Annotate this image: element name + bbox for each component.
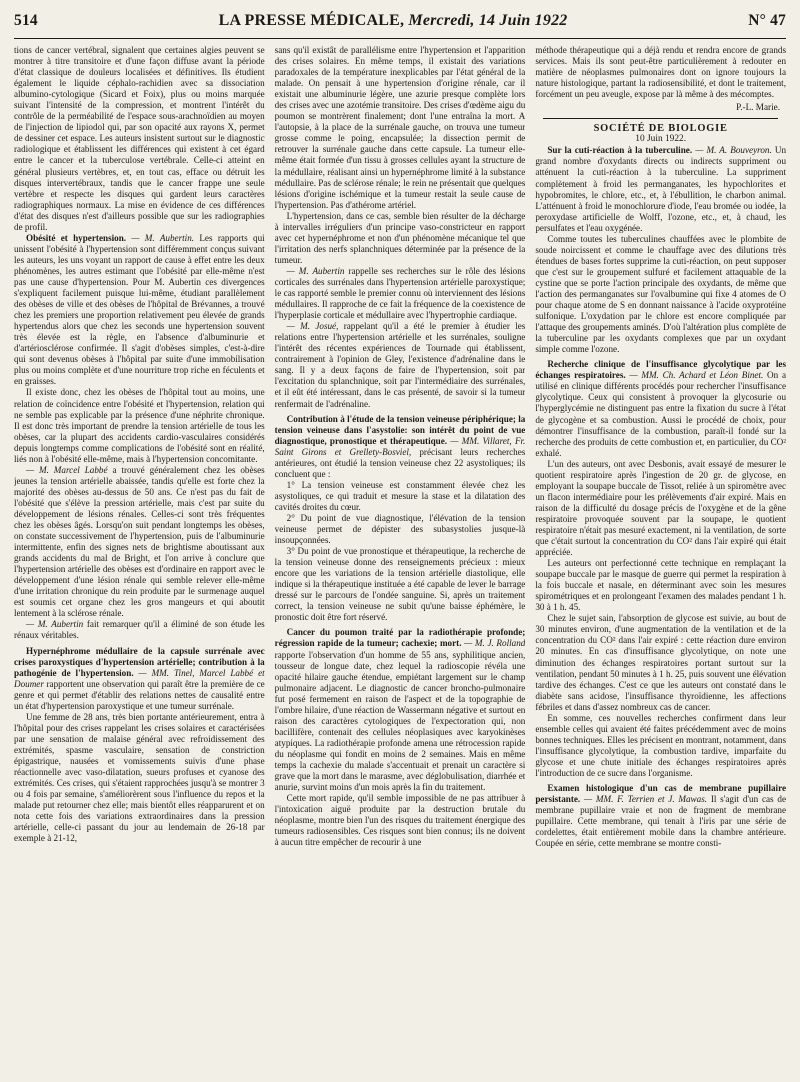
article-cancer-poumon [275, 627, 526, 793]
article-heading: Obésité et hypertension. [26, 232, 127, 243]
society-title: SOCIÉTÉ DE BIOLOGIE [593, 123, 728, 135]
article-heading: Contribution à l'étude de la tension veineuse périphérique; la tension veineuse dans l'asystolie: son intérêt du point de vue diagnostique, pronostique et thérapeutique. [274, 413, 526, 446]
article-tension-veineuse [275, 414, 526, 480]
article-text: rapportent une observation qui paraît être la première de ce genre et qui permet d'établir des relations nettes de causalité entre un état d'hypertension paroxystique et une tumeur surrénale. [14, 678, 265, 711]
paragraph: Chez le sujet sain, l'absorption de glycose est suivie, au bout de 30 minutes environ, d'une augmentation de la ventilation et de la concentration du CO² dans l'air expiré : cette réaction dure environ 20 minutes. En cas d'insuffisance glycolytique, on note une diminution des échanges respiratoires portant surtout sur la ventilation, pendant 50 minutes à 1 h. 25, puis souvent une élévation tardive des échanges. C'est ce que les auteurs ont constaté dans le diabète sans acidose, l'insuffisance thyroïdienne, les affections fébriles et dans d'assez nombreux cas de cancer. [535, 613, 786, 712]
signature: P.-L. Marie. [736, 102, 781, 113]
page-header [14, 12, 786, 39]
article-text: fait remarquer qu'il a éliminé de son étude les rénaux véritables. [14, 619, 265, 641]
column-2 [275, 45, 526, 1073]
article-author: — M. A. Bouveyron. [695, 145, 772, 156]
column-1 [14, 45, 265, 1073]
issue-date: Mercredi, 14 Juin 1922 [408, 12, 568, 29]
paragraph [275, 266, 526, 321]
article-text: a trouvé généralement chez les obèses jeunes la tension artérielle abaissée, tandis qu'elle est forte chez la majorité des obèses au-dessus de 50 ans. Ce n'est pas du fait de l'obésité que s'élève la pression artérielle, mais c'est par suite du développement de lésions rénales. Celles-ci sont très fréquentes chez les obèses âgés. Lorsqu'on suit pendant longtemps les obèses, on constate successivement de l'hypertension, puis de l'albuminurie intermittente, enfin des signes nets de brightisme aboutissant aux grands accidents du mal de Bright, et l'on arrive à conclure que l'hypertension artérielle des obèses est d'ordinaire en rapport avec le développement d'une lésion rénale qui semble relever elle-même d'une irritation chronique du rein produite par le surmenage auquel est soumis cet organe chez les gros mangeurs et qui aboutit lentement à la sclérose rénale. [14, 464, 265, 619]
article-author: — MM. Ch. Achard et Léon Binet. [629, 370, 764, 381]
article-cuti-reaction [535, 145, 786, 233]
paragraph: Les auteurs ont perfectionné cette technique en remplaçant la soupape buccale par le masque de guerre qui permet la respiration à la fois buccale et nasale, en déterminant avec soin les mesures spirométriques et en prolongeant l'examen des malades pendant 1 h. 30 à 1 h. 45. [535, 558, 786, 613]
article-author: — MM. Villaret, Fr. Saint Girons et Grellety-Bosviel, [274, 435, 526, 457]
article-author: — MM. Tinel, Marcel Labbé et Doumer [14, 667, 265, 689]
paragraph [14, 619, 265, 641]
paragraph: Il existe donc, chez les obèses de l'hôpital tout au moins, une relation de coïncidence entre l'obésité et l'hypertension, relation qui ne semble pas explicable par la présence d'une néphrite chronique. Il est donc très important de prendre la tension artérielle de tous les obèses, car la plupart des accidents cardio-vasculaires considérés depuis longtemps comme complications de l'obésité sont en réalité, liés non à l'obésité elle-même, mais à l'hypertension concomitante. [14, 387, 265, 464]
paragraph: Comme toutes les tuberculines chauffées avec le plombite de soude noircissent et comme le chauffage avec des dilutions très étendues de bases fortes supprime la cuti-réaction, on peut supposer que c'est sur le groupement sulfuré et facilement attaquable de la cystine que se porte l'action principale des oxydants, de même que l'action des permanganates sur l'ovalbumine qui fixe 4 atomes de O pour chaque atome de S en donnant naissance à l'acide oxyprotéine sulfonique. L'oxydation par le chlore est encore compliquée par l'attaque des groupements aminés. D'où l'altération plus complète de la tuberculine par les oxydants complexes que par un oxydant simple comme l'ozone. [535, 233, 786, 355]
article-author: — M. Aubertin [26, 619, 84, 630]
article-heading: Recherche clinique de l'insuffisance glycolytique par les échanges respiratoires. [535, 359, 786, 381]
article-author: — M. Aubertin [286, 265, 345, 276]
article-text: Il s'agit d'un cas de membrane pupillaire vraie et non de fragment de membrane pupillaire. Cette membrane, qui tenait à l'iris par une série de cordelettes, était entièrement mobile dans la chambre antérieure. Coupée en série, cette membrane se montre consti- [535, 794, 786, 849]
paragraph: En somme, ces nouvelles recherches confirment dans leur ensemble celles qui avaient été faites précédemment avec de moins bonnes techniques. Elles les précisent en montrant, notamment, dans l'insuffisance glycolytique, la combustion tardive, imparfaite du glycose et une chute initiale des échanges respiratoires après l'introduction de ce sucre dans l'organisme. [535, 712, 786, 778]
article-glycolytique [535, 359, 786, 458]
article-heading: Examen histologique d'un cas de membrane pupillaire persistante. [535, 783, 786, 805]
society-date: 10 Juin 1922. [635, 134, 687, 145]
paragraph: L'un des auteurs, ont avec Desbonis, avait essayé de mesurer le quotient respiratoire après l'ingestion de 20 gr. de glycose, en employant la soupape buccale de Tissot, reliée à un spiromètre avec un flacon intermédiaire pour les prélèvements d'air expiré. Mais en raison de la difficulté du dosage précis de l'oxygène et de la gêne respiratoire provoquée souvent par la soupape, le quotient respiratoire n'était pas mesuré exactement, ni la ventilation, de sorte que c'était surtout la concentration du CO² dans l'air expiré qui était appréciée. [535, 458, 786, 558]
paragraph: méthode thérapeutique qui a déjà rendu et rendra encore de grands services. Mais ils sont peut-être particulièrement à redouter en matière de néoplasmes pulmonaires dont on ignore toujours la nature histologique, partant la radiosensibilité, et dont le traitement, forcément un peu aveugle, expose par là même à des mécomptes. [535, 45, 786, 100]
list-item: 2° Du point de vue diagnostique, l'élévation de la tension veineuse permet de dépister des subasystolies jusque-là insoupçonnées. [274, 512, 526, 546]
issue-number: N° 47 [748, 12, 786, 29]
divider [543, 118, 778, 119]
paragraph: Cette mort rapide, qu'il semble impossible de ne pas attribuer à l'intoxication aiguë produite par la destruction brutale du néoplasme, montre bien l'un des risques du traitement énergique des tumeurs radiosensibles. Ces risques sont bien connus; ils ne doivent à aucun titre empêcher de recourir à une [274, 793, 526, 848]
journal-name: LA PRESSE MÉDICALE, [218, 12, 405, 29]
page-number: 514 [14, 12, 38, 29]
article-text: On a utilisé en clinique différents procédés pour rechercher l'insuffisance glycolytique. Ceux qui consistent à provoquer la glycosurie ou l'hyperglycémie ne distinguent pas entre la fixation du sucre à l'état de glycogène et sa combustion. Aussi le procédé de choix, pour démontrer l'insuffisance de la combustion, paraît-il fondé sur la recherche des produits de cette combustion et, en particulier, du CO² exhalé. [535, 370, 786, 458]
article-author: — M. Aubertin. [131, 232, 195, 243]
paragraph: sans qu'il existât de parallélisme entre l'hypertension et l'apparition des crises solaires. En même temps, il existait des variations paradoxales de la température inexplicables par l'état général de la malade. On pensait à une hypertension d'origine rénale, car il existait une albuminurie légère, une azurie presque complète lors des crises avec une azotémie transitoire. Des crises d'œdème aigu du poumon se montrèrent finalement; dont l'une entraîna la mort. A l'autopsie, à la place de la surrénale gauche, on trouva une tumeur grosse comme le poing, encapsulée; la dissection permit de retrouver la surrénale gauche dans cette capsule. La tumeur elle-même était formée d'un tissu à grosses cellules ayant la structure de la médullaire, réalisant ainsi un hypernéphrome limité à la substance médullaire. Pas de sclérose rénale; le rein ne présentait que quelques lésions d'origine ischémique et la tumeur restait la seule cause de l'hypertension. Pas d'athérome artériel. [274, 45, 526, 210]
paragraph: tions de cancer vertébral, signalent que certaines algies peuvent se montrer à titre transitoire et d'une façon diffuse avant la période d'état classique de douleurs localisées et définitives. Ils étudient également le liquide céphalo-rachidien avec sa dissociation albumino-cytologique (Sicard et Foix), plus ou moins marquée suivant l'intensité de la compression, et montrent l'intérêt du contrôle de la perméabilité de l'espace sous-arachnoïdien au moyen de l'injection de lipiodol qui, par son opacité aux rayons X, permet de dessiner cet espace. Les auteurs insistent surtout sur le diagnostic radiologique et établissent les différences qui existent à cet égard entre le cancer et la tuberculose vertébrale. Celle-ci atteint en général plusieurs vertèbres, et, en tout cas, efface ou détruit les disques intervertébraux, tandis que le cancer frappe une seule vertèbre et respecte les disques qui gardent leurs caractères radiographiques normaux. La mise en évidence de ces différences d'état des disques n'est d'ailleurs possible que sur les radiographies de profil. [14, 45, 265, 232]
article-text: Un grand nombre d'oxydants directs ou indirects suppriment ou atténuent la cuti-réaction à la tuberculine. La suppriment complètement à froid les permanganates, les hypochlorites et hypobromites, le chlore, etc., et, à l'ébullition, le charbon animal. L'atténuent à froid le monochlorure d'iode, l'eau bromée ou iodée, la peroxydase artificielle de Wolff, l'ozone, etc., et, à chaud, les persulfates et l'eau oxygénée. [535, 145, 786, 233]
column-3 [535, 45, 786, 1073]
article-author: — M. Marcel Labbé [26, 464, 108, 475]
article-heading: Sur la cuti-réaction à la tuberculine. [547, 145, 693, 156]
paragraph [14, 465, 265, 620]
article-author: — M. J. Rolland [464, 638, 526, 649]
article-heading: Cancer du poumon traité par la radiothérapie profonde; régression rapide de la tumeur; cachexie; mort. [274, 627, 526, 649]
paragraph [275, 321, 526, 409]
article-columns [14, 45, 786, 1073]
paragraph: Une femme de 28 ans, très bien portante antérieurement, entra à l'hôpital pour des crises rappelant les crises solaires et caractérisées par une sensation de malaise général avec refroidissement des extrémités, spasme vasculaire, sensation de constriction épigastrique, nausées et vomissements suivis d'une phase réactionnelle avec vaso-dilatation, sueurs profuses et cyanose des extrémités. Ces crises, qui s'étaient rapprochées jusqu'à se montrer 3 ou 4 fois par semaine, s'améliorèrent sous l'influence du repos et la malade put retourner chez elle; mais bientôt elles réapparurent et on nota cette fois des variations extraordinaires dans la pression artérielle, celle-ci passant du jour au lendemain de 26-18 par exemple à 21-12, [14, 711, 265, 844]
article-text: rappelant qu'il a été le premier à étudier les relations entre l'hypertension artérielle et les surrénales, souligne l'intérêt des récentes expériences de Tournade qui établissent, contrairement à l'opinion de Gley, l'existence d'adrénaline dans le sang. Il y a deux façons de faire de l'hypertension, soit par l'excitation du splanchnique, soit par l'intermédiaire des surrénales, et il eût été intéressant, dans le cas présenté, de savoir si la tumeur renfermait de l'adrénaline. [274, 321, 526, 409]
article-hypernephrome [14, 646, 265, 712]
article-text: précisant leurs recherches antérieures, ont étudié la tension veineuse chez 22 asystoliques; ils concluent que : [274, 446, 526, 479]
article-membrane-pupillaire [535, 783, 786, 849]
paragraph: L'hypertension, dans ce cas, semble bien résulter de la décharge à intervalles irréguliers d'un principe vaso-constricteur en rapport avec cet hypernéphrome et non d'un phénomène mécanique tel que l'irritation des nerfs splanchniques déterminée par la présence de la tumeur. [274, 210, 526, 265]
article-text: Les rapports qui unissent l'obésité à l'hypertension sont différemment conçus suivant les auteurs, les uns voyant un rapport de cause à effet entre les deux phénomènes, les autres estimant que l'obésité par elle-même n'est pas une cause d'hypertension. Pour M. Aubertin ces divergences s'expliquent facilement puisque lui-même, étudiant parallèlement des obèses de ville et des obèses de l'hôpital de Brévannes, a trouvé chez les premiers une proportion relativement peu élevée de grands hypertendus alors que chez les seconds une hypertension souvent très élevée est la règle, en l'absence d'albuminurie et d'artériosclérose confirmée. Il s'agit d'obèses simples, c'est-à-dire qui sont devenus obèses à l'hôpital par suite d'une immobilisation plus ou moins complète et d'une nourriture trop riche en féculents et en graisses. [14, 232, 265, 387]
journal-title [219, 12, 568, 30]
article-obesite [14, 233, 265, 388]
article-heading: Hypernéphrome médullaire de la capsule surrénale avec crises paroxystiques d'hypertension artérielle; contribution à la pathogénie de l'hypertension. [14, 645, 265, 678]
article-text: rappelle ses recherches sur le rôle des lésions corticales des surrénales dans l'hypertension artérielle paroxystique; le cas rapporté semble le premier connu où interviennent des lésions médullaires. Il rapproche de ce fait la fréquence de la coexistence de l'hyperplasie corticale et médullaire avec l'hypertrophie cardiaque. [274, 265, 526, 321]
article-text: rapporte l'observation d'un homme de 55 ans, syphilitique ancien, tousseur de longue date, chez lequel la radioscopie révéla une opacité hilaire gauche étendue, empiétant largement sur le champ pulmonaire adjacent. Le diagnostic de cancer broncho-pulmonaire fut posé fermement en raison de l'aspect et de la topographie de l'ombre hilaire, d'une réaction de Wassermann négative et surtout en raison des caractères cytologiques de l'expectoration qui, non bacillifère, contenait des cellules néoplasiques avec karyokinèses atypiques. La radiothérapie profonde amena une rétrocession rapide du néoplasme qui fondit en moins de 2 semaines. Mais en même temps la cachexie du malade s'accentuait et prenait un caractère si grave que la mort dans le marasme, avec déglobulisation, diarrhée et anurie, survint moins d'un mois après la fin du traitement. [274, 649, 526, 793]
article-author: — M. Josué, [286, 321, 339, 332]
list-item: 3° Du point de vue pronostique et thérapeutique, la recherche de la tension veineuse donne des renseignements précieux : mieux encore que les variations de la tension artérielle diastolique, elle indique si la thérapeutique instituée a été capable de lever le barrage dressé sur le parcours de l'ondée sanguine. Si, après un traitement correct, la tension veineuse ne subit qu'une baisse éphémère, le pronostic doit être fort réservé. [274, 546, 526, 623]
list-item: 1° La tension veineuse est constamment élevée chez les asystoliques, ce qui traduit et mesure la stase et la dilatation des cavités droites du cœur. [274, 479, 526, 512]
article-author: — MM. F. Terrien et J. Mawas. [583, 794, 708, 805]
